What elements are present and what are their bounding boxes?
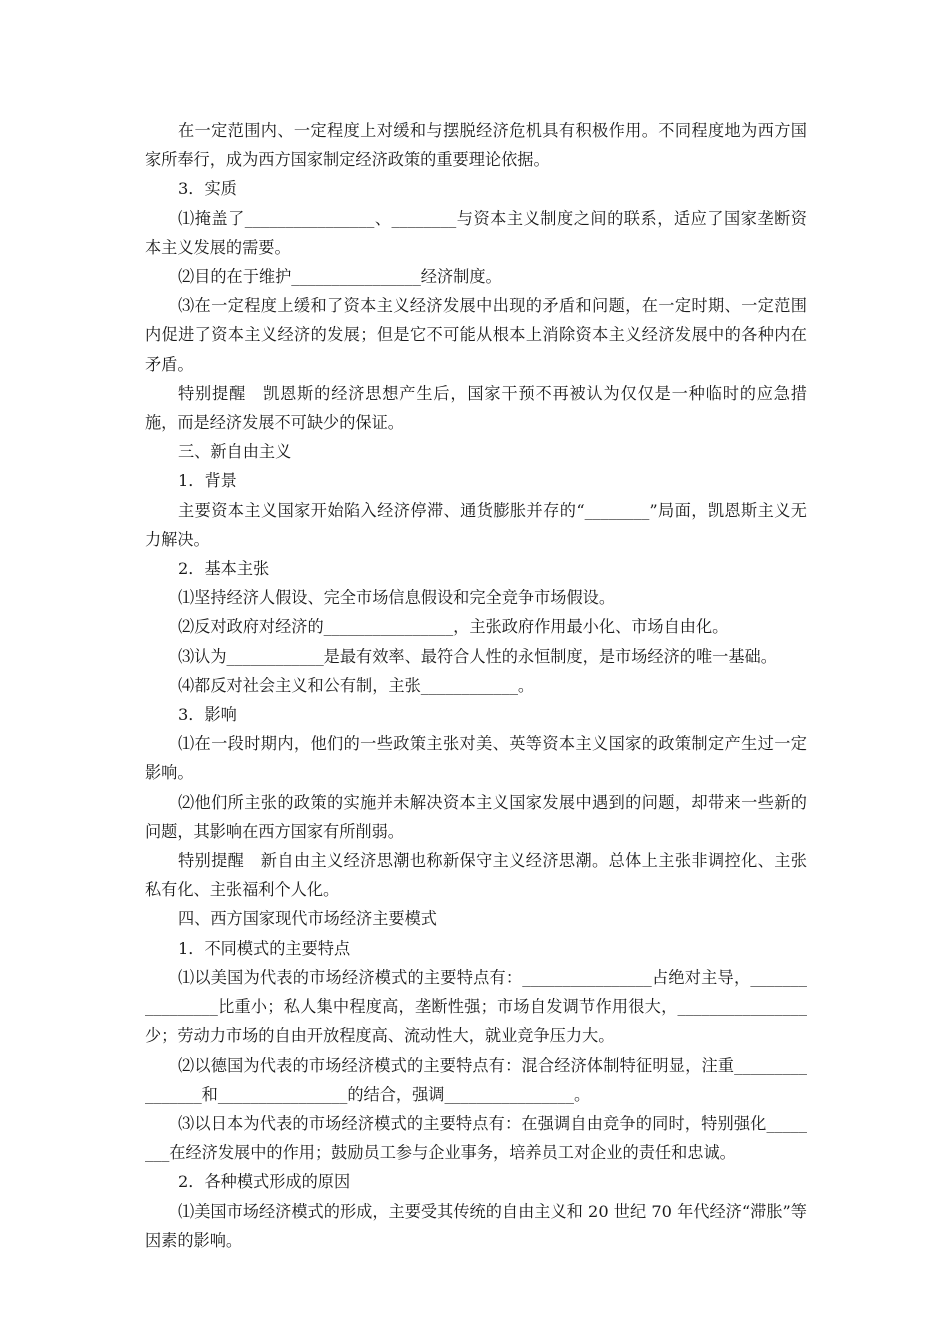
paragraph: ⑴掩盖了________________、________与资本主义制度之间的联系，适应了国家垄断资本主义发展的需要。 (145, 208, 807, 257)
document-body (145, 116, 807, 1255)
special-reminder: 特别提醒 新自由主义经济思潮也称新保守主义经济思潮。总体上主张非调控化、主张私有化、主张福利个人化。 (145, 851, 807, 900)
paragraph: ⑶认为____________是最有效率、最符合人性的永恒制度，是市场经济的唯一基础。 (178, 646, 777, 666)
section-heading-essence: 3．实质 (178, 179, 237, 199)
section-heading-market-models: 四、西方国家现代市场经济主要模式 (178, 909, 437, 929)
paragraph: ⑷都反对社会主义和公有制，主张____________。 (178, 675, 535, 695)
paragraph: ⑵以德国为代表的市场经济模式的主要特点有：混合经济体制特征明显，注重________________和________________的结合，强调________________。 (145, 1055, 807, 1104)
paragraph: ⑵目的在于维护________________经济制度。 (178, 267, 502, 287)
subheading-model-causes: 2．各种模式形成的原因 (178, 1172, 351, 1192)
subheading-influence: 3．影响 (178, 705, 237, 725)
paragraph: ⑶在一定程度上缓和了资本主义经济发展中出现的矛盾和问题，在一定时期、一定范围内促进了资本主义经济的发展；但是它不可能从根本上消除资本主义经济发展中的各种内在矛盾。 (145, 296, 807, 374)
paragraph: ⑴美国市场经济模式的形成，主要受其传统的自由主义和 20 世纪 70 年代经济“滞胀”等因素的影响。 (145, 1201, 807, 1250)
paragraph: ⑵反对政府对经济的________________，主张政府作用最小化、市场自由化。 (178, 617, 729, 637)
subheading-model-features: 1．不同模式的主要特点 (178, 938, 351, 958)
paragraph: ⑴以美国为代表的市场经济模式的主要特点有：________________占绝对主导，________________比重小；私人集中程度高，垄断性强；市场自发调节作用很大，________________少；劳动力市场的自由开放程度高、流动性大，就业竞争压力大。 (145, 967, 807, 1046)
subheading-background: 1．背景 (178, 471, 237, 491)
special-reminder: 特别提醒 凯恩斯的经济思想产生后，国家干预不再被认为仅仅是一种临时的应急措施，而是经济发展不可缺少的保证。 (145, 383, 807, 433)
paragraph: ⑶以日本为代表的市场经济模式的主要特点有：在强调自由竞争的同时，特别强化________在经济发展中的作用；鼓励员工参与企业事务，培养员工对企业的责任和忠诚。 (145, 1113, 807, 1163)
paragraph: ⑴坚持经济人假设、完全市场信息假设和完全竞争市场假设。 (178, 588, 616, 608)
subheading-basic-claims: 2．基本主张 (178, 559, 270, 579)
paragraph: 在一定范围内、一定程度上对缓和与摆脱经济危机具有积极作用。不同程度地为西方国家所奉行，成为西方国家制定经济政策的重要理论依据。 (145, 121, 807, 170)
paragraph: ⑴在一段时期内，他们的一些政策主张对美、英等资本主义国家的政策制定产生过一定影响。 (145, 734, 807, 783)
section-heading-neoliberalism: 三、新自由主义 (178, 442, 292, 462)
paragraph: 主要资本主义国家开始陷入经济停滞、通货膨胀并存的“________”局面，凯恩斯主义无力解决。 (145, 500, 807, 549)
paragraph: ⑵他们所主张的政策的实施并未解决资本主义国家发展中遇到的问题，却带来一些新的问题，其影响在西方国家有所削弱。 (145, 792, 807, 841)
